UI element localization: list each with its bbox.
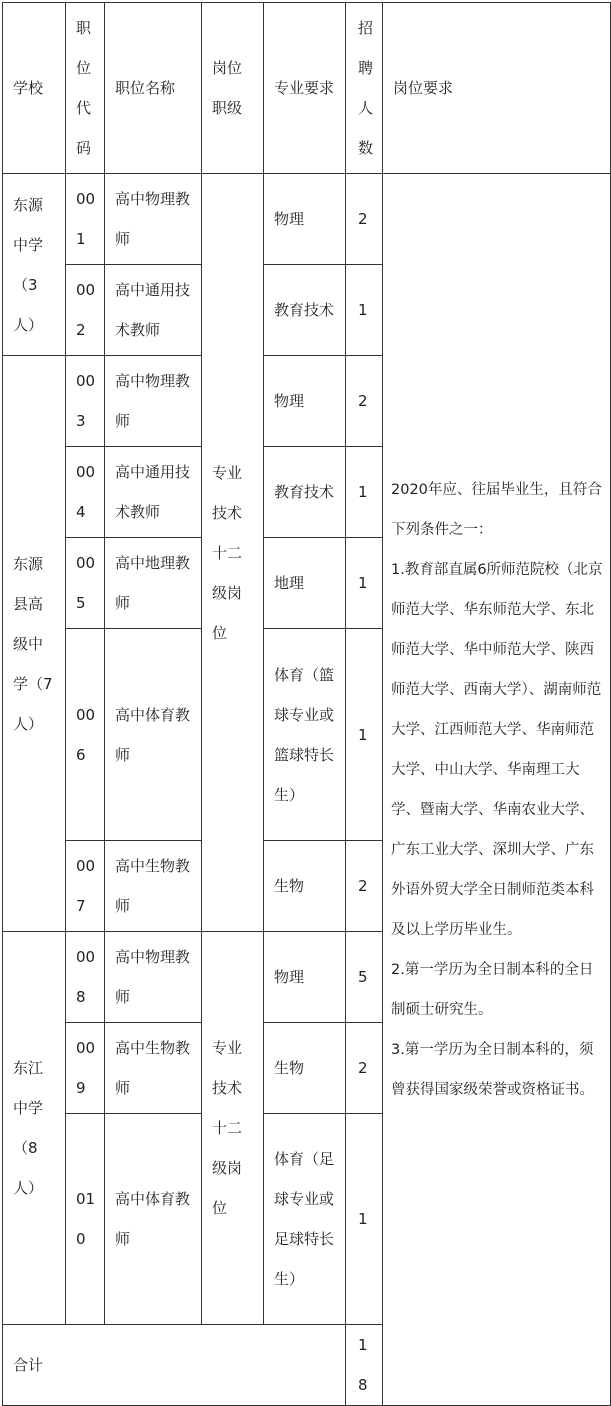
title-cell: 高中地理教师 bbox=[105, 538, 202, 629]
code-cell: 005 bbox=[66, 538, 105, 629]
code-cell: 009 bbox=[66, 1023, 105, 1114]
code-cell: 002 bbox=[66, 265, 105, 356]
code-cell: 001 bbox=[66, 174, 105, 265]
count-cell: 1 bbox=[346, 629, 383, 841]
count-cell: 2 bbox=[346, 841, 383, 932]
title-cell: 高中物理教师 bbox=[105, 932, 202, 1023]
title-cell: 高中体育教师 bbox=[105, 1114, 202, 1325]
major-cell: 物理 bbox=[264, 356, 346, 447]
header-requirements: 岗位要求 bbox=[383, 3, 611, 174]
code-cell: 004 bbox=[66, 447, 105, 538]
level-cell: 专业技术十二级岗位 bbox=[202, 932, 264, 1325]
count-cell: 5 bbox=[346, 932, 383, 1023]
major-cell: 教育技术 bbox=[264, 447, 346, 538]
count-cell: 2 bbox=[346, 174, 383, 265]
major-cell: 物理 bbox=[264, 174, 346, 265]
title-cell: 高中通用技术教师 bbox=[105, 447, 202, 538]
total-label: 合计 bbox=[3, 1325, 346, 1406]
code-cell: 008 bbox=[66, 932, 105, 1023]
header-level: 岗位职级 bbox=[202, 3, 264, 174]
count-cell: 1 bbox=[346, 538, 383, 629]
code-cell: 007 bbox=[66, 841, 105, 932]
header-school: 学校 bbox=[3, 3, 66, 174]
code-cell: 010 bbox=[66, 1114, 105, 1325]
header-title: 职位名称 bbox=[105, 3, 202, 174]
header-row bbox=[3, 3, 611, 174]
count-cell: 1 bbox=[346, 1114, 383, 1325]
recruitment-table bbox=[2, 2, 611, 1406]
count-cell: 1 bbox=[346, 447, 383, 538]
table-row bbox=[3, 174, 611, 265]
major-cell: 体育（篮球专业或篮球特长生） bbox=[264, 629, 346, 841]
header-count: 招聘人数 bbox=[346, 3, 383, 174]
title-cell: 高中通用技术教师 bbox=[105, 265, 202, 356]
title-cell: 高中生物教师 bbox=[105, 1023, 202, 1114]
major-cell: 物理 bbox=[264, 932, 346, 1023]
major-cell: 生物 bbox=[264, 841, 346, 932]
requirement-1: 1.教育部直属6所师范院校（北京师范大学、华东师范大学、东北师范大学、华中师范大学、陕西师范大学、西南大学）、湖南师范大学、江西师范大学、华南师范大学、中山大学、华南理工大学、暨南大学、华南农业大学、广东工业大学、深圳大学、广东外语外贸大学全日制师范类本科及以上学历毕业生。 bbox=[391, 561, 603, 938]
requirement-2: 2.第一学历为全日制本科的全日制硕士研究生。 bbox=[391, 961, 594, 1018]
major-cell: 生物 bbox=[264, 1023, 346, 1114]
title-cell: 高中物理教师 bbox=[105, 174, 202, 265]
school-cell: 东江中学（8人） bbox=[3, 932, 66, 1325]
title-cell: 高中体育教师 bbox=[105, 629, 202, 841]
total-count: 18 bbox=[346, 1325, 383, 1406]
header-major: 专业要求 bbox=[264, 3, 346, 174]
header-code: 职位代码 bbox=[66, 3, 105, 174]
school-cell: 东源县高级中学（7人） bbox=[3, 356, 66, 932]
count-cell: 1 bbox=[346, 265, 383, 356]
code-cell: 006 bbox=[66, 629, 105, 841]
count-cell: 2 bbox=[346, 356, 383, 447]
requirement-3: 3.第一学历为全日制本科的，须曾获得国家级荣誉或资格证书。 bbox=[391, 1041, 594, 1098]
count-cell: 2 bbox=[346, 1023, 383, 1114]
requirements-cell bbox=[383, 174, 611, 1406]
major-cell: 地理 bbox=[264, 538, 346, 629]
code-cell: 003 bbox=[66, 356, 105, 447]
title-cell: 高中物理教师 bbox=[105, 356, 202, 447]
level-cell: 专业技术十二级岗位 bbox=[202, 174, 264, 932]
school-cell: 东源中学（3人） bbox=[3, 174, 66, 356]
requirement-intro: 2020年应、往届毕业生，且符合下列条件之一： bbox=[391, 481, 602, 538]
title-cell: 高中生物教师 bbox=[105, 841, 202, 932]
major-cell: 教育技术 bbox=[264, 265, 346, 356]
major-cell: 体育（足球专业或足球特长生） bbox=[264, 1114, 346, 1325]
